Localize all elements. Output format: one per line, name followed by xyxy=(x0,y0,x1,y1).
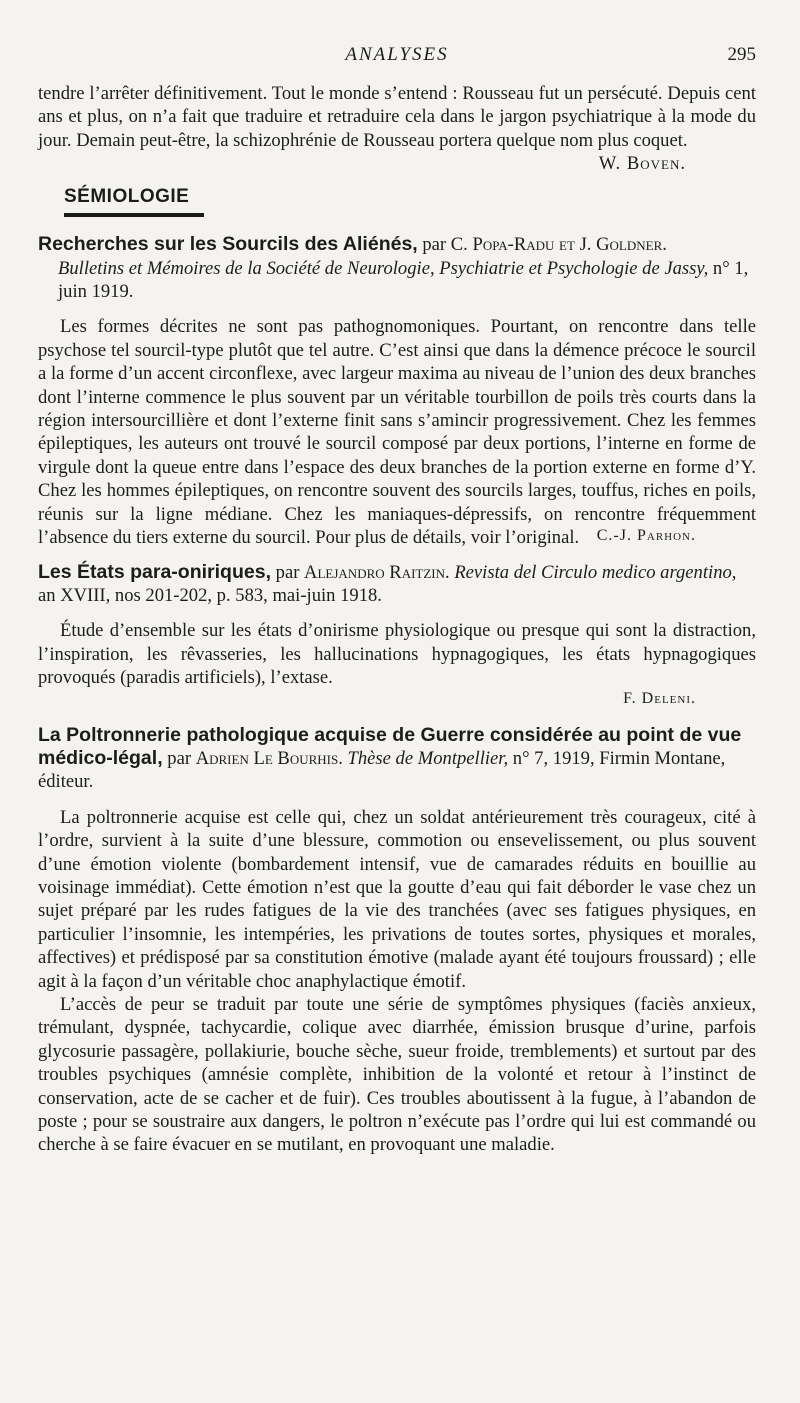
entry-3-authors: Adrien Le Bourhis. xyxy=(195,747,343,769)
section-title: SÉMIOLOGIE xyxy=(64,186,190,208)
running-header xyxy=(38,44,756,70)
running-title: ANALYSES xyxy=(345,44,449,65)
entry-2-title: Les États para-oniriques, xyxy=(38,560,271,583)
page-body xyxy=(38,82,756,1157)
entry-1-text: Les formes décrites ne sont pas pathognomoniques. Pourtant, on rencontre dans telle psychose tel sourcil-type plutôt que tel autre. C’est ainsi que dans la démence précoce le sourcil a la forme d’un accent circonflexe, avec largeur maxima au niveau de l’union des deux branches dont l’interne commence le plus souvent par un véritable tourbillon de poils très courts dans la région intersourcillière et dont l’externe finit sans s’amincir progressivement. Chez les femmes épileptiques, les auteurs ont trouvé le sourcil composé par deux portions, l’interne en forme de virgule dont la queue entre dans l’espace des deux branches de la portion externe en forme d’Y. Chez les hommes épileptiques, on rencontre souvent des sourcils larges, touffus, riches en poils, réunis sur la ligne médiane. Chez les maniaques-dépressifs, on rencontre fréquemment l’absence du tiers externe du sourcil. Pour plus de détails, voir l’original. xyxy=(38,316,756,549)
entry-2-authors: Alejandro Raitzin. xyxy=(304,561,450,583)
entry-2-by: par xyxy=(275,561,300,583)
intro-text: tendre l’arrêter définitivement. Tout le monde s’entend : Rousseau fut un persécuté. Depuis cent ans et plus, on n’a fait que traduire et retraduire cela dans le jargon psychiatrique à la mode du jour. Demain peut-être, la schizophrénie de Rousseau portera quelque nom plus coquet. xyxy=(38,83,756,151)
entry-2-source: Revista del Circulo medico argentino, xyxy=(454,561,737,583)
entry-3-heading xyxy=(38,724,756,794)
entry-2-text: Étude d’ensemble sur les états d’onirisme physiologique ou presque qui sont la distraction, l’inspiration, les rêvasseries, les hallucinations hypnagogiques, les états hypnagogiques provoqués (paradis artificiels), l’extase. xyxy=(38,620,756,689)
entry-1-source: Bulletins et Mémoires de la Société de Neurologie, Psychiatrie et Psychologie de Jassy, xyxy=(58,257,709,279)
page-number: 295 xyxy=(727,44,756,65)
entry-3-details: n° 7, 1919, Firmin Montane, éditeur. xyxy=(38,747,726,793)
entry-1-heading xyxy=(38,233,756,303)
entry-1-title: Recherches sur les Sourcils des Aliénés, xyxy=(38,233,418,256)
entry-3-by: par xyxy=(167,747,192,769)
entry-1-by: par xyxy=(422,234,447,256)
entry-1-details: n° 1, juin 1919. xyxy=(58,257,749,303)
entry-2-details: an XVIII, nos 201-202, p. 583, mai-juin 1918. xyxy=(38,584,382,606)
entry-1-authors: C. Popa-Radu et J. Goldner. xyxy=(450,234,667,256)
entry-3-text: La poltronnerie acquise est celle qui, chez un soldat antérieurement très courageux, cité à l’ordre, survient à la suite d’une blessure, commotion ou ensevelissement, ou plus souvent d’une émotion violente (bombardement intensif, vue de camarades réduits en bouillie au voisinage immédiat). Cette émotion n’est que la goutte d’eau qui fait déborder le vase chez un sujet préparé par les rudes fatigues de la vie des tranchées (avec ses fatigues physiques, en particulier l’insomnie, les intempéries, les privations de toutes sortes, physiques et morales, affectives) et prédisposé par sa constitution émotive (malade ayant été toujours froussard) ; elle agit à la façon d’un véritable choc anaphylactique émotif. xyxy=(38,806,756,992)
entry-3-source: Thèse de Montpellier, xyxy=(347,747,509,769)
entry-3-text-2: L’accès de peur se traduit par toute une série de symptômes physiques (faciès anxieux, trémulant, dyspnée, tachycardie, colique avec diarrhée, émission brusque d’urine, parfois glycosurie passagère, pollakiurie, bouche sèche, sueur froide, tremblements) et surtout par des troubles psychiques (amnésie complète, inhibition de la volonté et retour à l’instinct de conservation, acte de se cacher et de fuir). Ces troubles aboutissent à la fugue, à l’abandon de poste ; pour se soustraire aux dangers, le poltron n’exécute pas l’ordre qui lui est commandé ou cherche à se faire évacuer en se mutilant, en provoquant une maladie. xyxy=(38,994,756,1156)
intro-signature: W. Boven. xyxy=(598,153,686,175)
entry-3-title: La Poltronnerie pathologique acquise de Guerre considérée au point de vue médico-légal, xyxy=(38,723,742,769)
section-rule xyxy=(64,213,204,217)
entry-2-signature: F. Deleni. xyxy=(623,689,696,707)
entry-1-signature: C.-J. Parhon. xyxy=(596,526,696,544)
entry-2-heading xyxy=(38,561,756,608)
intro-paragraph xyxy=(38,82,756,175)
